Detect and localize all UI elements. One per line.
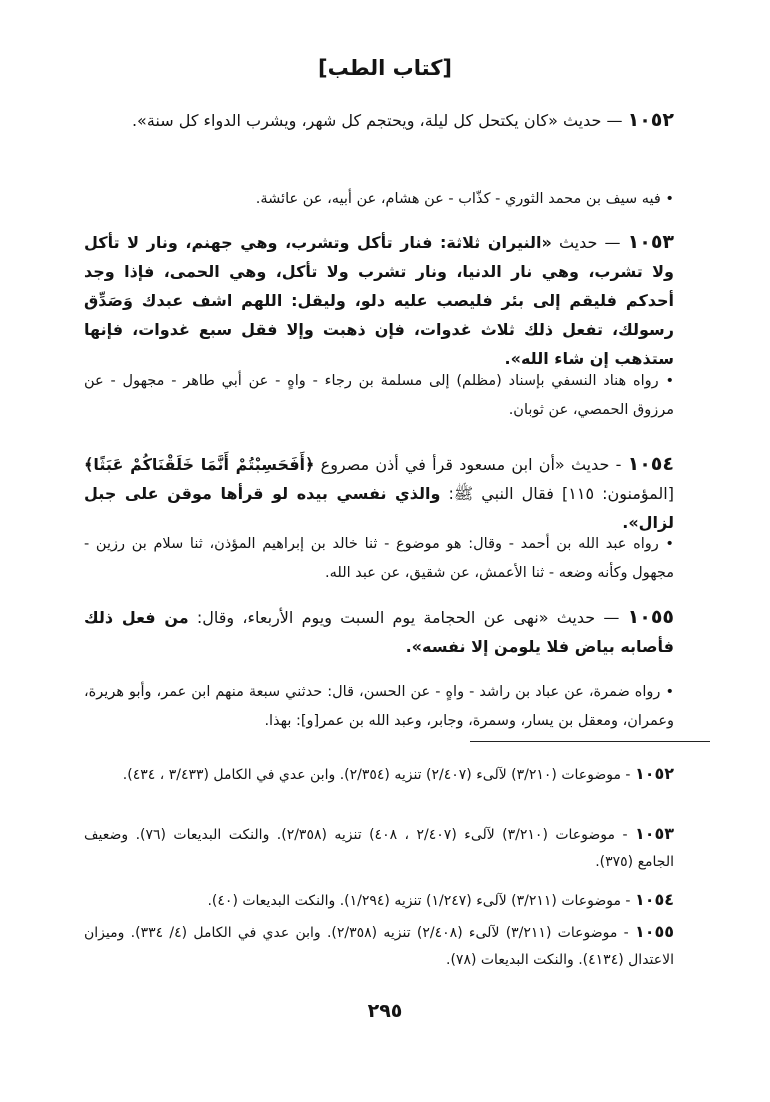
- quran-verse: ﴿أَفَحَسِبْتُمْ أَنَّمَا خَلَقْنَاكُمْ عَبَثًا﴾: [84, 455, 315, 474]
- hadith-label: - حديث: [570, 455, 622, 474]
- hadith-1053-note: • رواه هناد النسفي بإسناد (مظلم) إلى مسلمة بن رجاء - واهٍ - عن أبي طاهر - مجهول - عن مرزوق الحمصي، عن ثوبان.: [84, 373, 674, 418]
- footnote-number: ١٠٥٣: [634, 824, 675, 843]
- footnote-1052: [84, 760, 674, 789]
- hadith-1053: [84, 228, 674, 373]
- hadith-label: — حديث: [556, 608, 620, 627]
- hadith-1054: [84, 450, 674, 537]
- hadith-text-bold: من فعل ذلك فأصابه بياض فلا يلومن إلا نفسه».: [84, 608, 674, 656]
- verse-reference: [المؤمنون: ١١٥] فقال النبي ﷺ:: [448, 484, 674, 503]
- chapter-title: [كتاب الطب]: [317, 56, 453, 80]
- page-number: ٢٩٥: [367, 1000, 403, 1022]
- hadith-1055: [84, 603, 674, 661]
- hadith-number: ١٠٥٤: [627, 453, 674, 475]
- footnote-divider: [470, 741, 710, 742]
- hadith-label: — حديث: [562, 111, 623, 130]
- footnote-1054: [84, 886, 674, 915]
- prophet-saying: والذي نفسي بيده لو قرأها موقن على جبل لزال».: [84, 484, 674, 532]
- hadith-text-intro: «أن ابن مسعود قرأ في أذن مصروع: [320, 455, 565, 474]
- hadith-1052-note: • فيه سيف بن محمد الثوري - كذّاب - عن هشام، عن أبيه، عن عائشة.: [255, 191, 674, 207]
- footnote-text: - موضوعات (٣/٢١٠) لآلىء (٢/٤٠٧ ، ٤٠٨) تنزيه (٢/٣٥٨). والنكت البديعات (٧٦). وضعيف الجامع (٣٧٥).: [84, 827, 674, 870]
- hadith-text: «النيران ثلاثة: فنار تأكل وتشرب، وهي جهنم، ونار لا تأكل ولا تشرب، وهي نار الدنيا، ونار تشرب ولا تأكل، وهي الحمى، فإذا وجد أحدكم فليقم إلى بئر فليصب عليه دلو، وليقل: اللهم اشف عبدك وَصَدِّق رسولك، تفعل ذلك ثلاث غدوات، فإن ذهبت وإلا فقل سبع غدوات، فإنها ستذهب إن شاء الله».: [84, 233, 674, 368]
- hadith-1054-note: • رواه عبد الله بن أحمد - وقال: هو موضوع - ثنا خالد بن إبراهيم المؤذن، ثنا سلام بن رزين - مجهول وكأنه وضعه - ثنا الأعمش، عن شقيق، عن عبد الله.: [84, 536, 674, 581]
- hadith-text: «كان يكتحل كل ليلة، ويحتجم كل شهر، ويشرب الدواء كل سنة».: [131, 111, 558, 130]
- hadith-1055-note: • رواه ضمرة، عن عباد بن راشد - واهٍ - عن الحسن، قال: حدثني سبعة منهم ابن عمر، وأبو هريرة، وعمران، ومعقل بن يسار، وسمرة، وجابر، وعبد الله بن عمر[و]: بهذا.: [84, 684, 674, 729]
- footnote-number: ١٠٥٢: [634, 764, 674, 783]
- footnote-text: - موضوعات (٣/٢١١) لآلىء (١/٢٤٧) تنزيه (١/٢٩٤). والنكت البديعات (٤٠).: [207, 893, 631, 909]
- footnote-1055: [84, 918, 674, 974]
- hadith-1052: [84, 106, 674, 135]
- hadith-number: ١٠٥٥: [627, 606, 675, 628]
- hadith-number: ١٠٥٣: [627, 231, 675, 253]
- footnote-number: ١٠٥٤: [634, 890, 674, 909]
- hadith-label: — حديث: [558, 233, 621, 252]
- hadith-text-intro: «نهى عن الحجامة يوم السبت ويوم الأربعاء، وقال:: [196, 608, 549, 627]
- hadith-number: ١٠٥٢: [627, 109, 674, 131]
- footnote-text: - موضوعات (٣/٢١٠) لآلىء (٢/٤٠٧) تنزيه (٢/٣٥٤). وابن عدي في الكامل (٣/٤٣٣ ، ٤٣٤).: [122, 767, 631, 783]
- footnote-text: - موضوعات (٣/٢١١) لآلىء (٢/٤٠٨) تنزيه (٢/٣٥٨). وابن عدي في الكامل (٤/ ٣٣٤). وميزان الاعتدال (٤١٣٤). والنكت البديعات (٧٨).: [84, 925, 674, 968]
- footnote-number: ١٠٥٥: [634, 922, 675, 941]
- footnote-1053: [84, 820, 674, 876]
